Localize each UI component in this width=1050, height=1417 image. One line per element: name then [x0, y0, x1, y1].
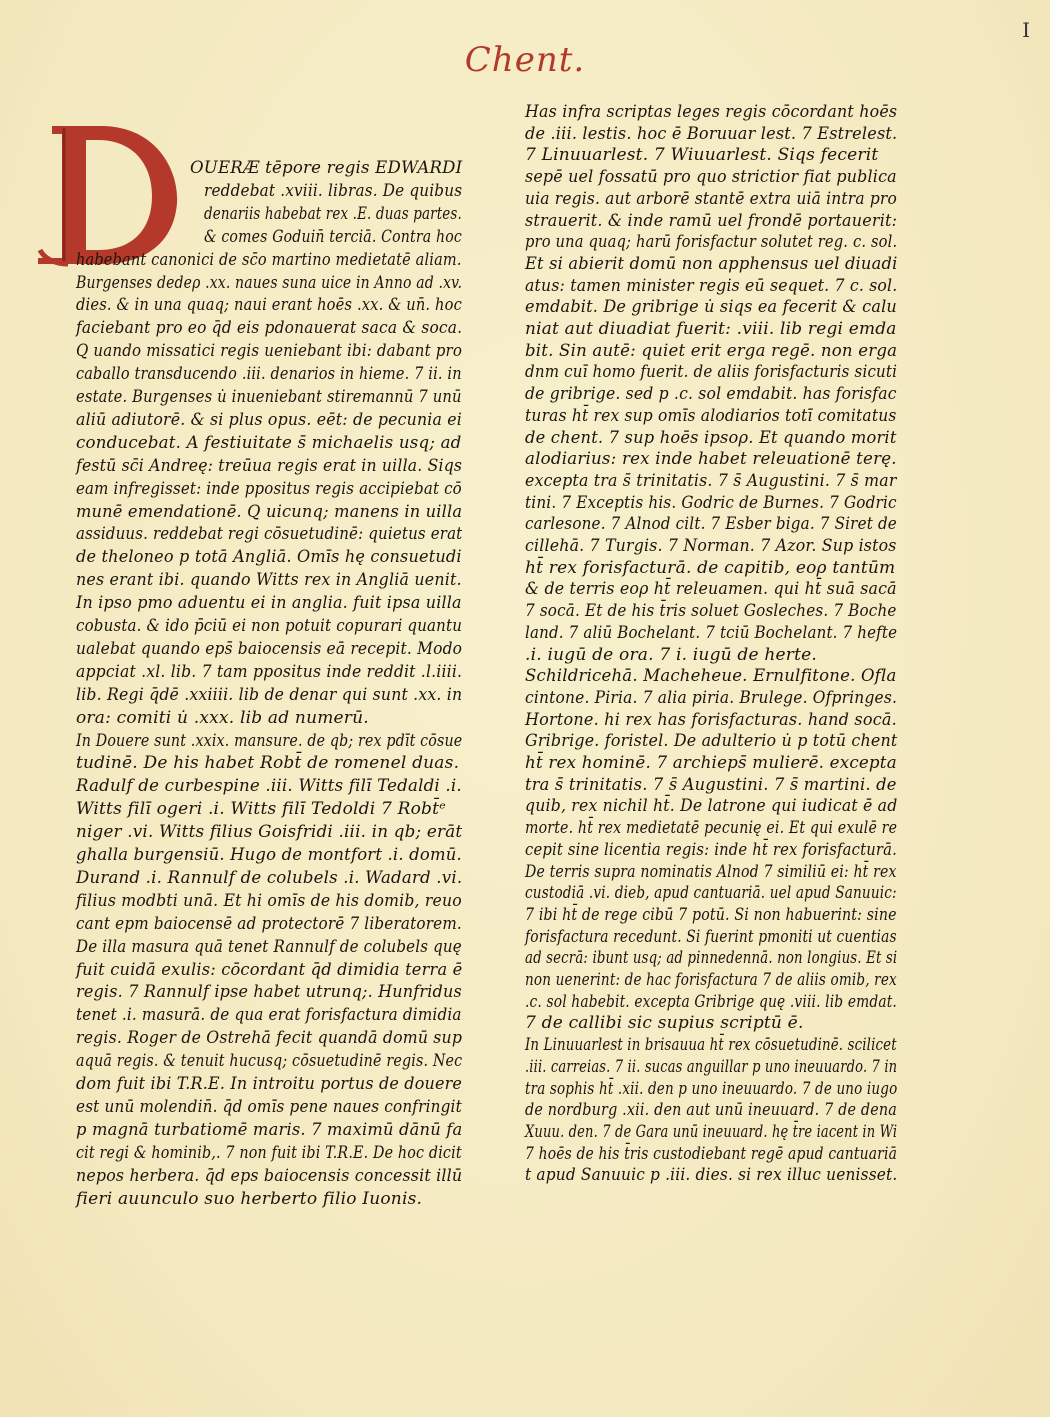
- right-column-line: In Linuuarlest in brisauua ht̄ rex cōsuetudinē. scilicet: [525, 1035, 897, 1056]
- left-column-line: festū sc̄i Andreę: treūua regis erat in uilla. Siqs: [76, 455, 463, 476]
- left-column-line: De illa masura quā tenet Rannulf de colubels quę: [76, 936, 462, 957]
- left-column-line: p magnā turbatiomē maris. 7 maximū dānū fa: [76, 1119, 463, 1140]
- left-column-line: In Douere sunt .xxix. mansure. de qb; rex pdīt cōsue: [76, 730, 463, 751]
- county-heading: Chent.: [464, 40, 586, 80]
- left-column-line: conducebat. A festiuitate s̄ michaelis usq; ad: [76, 432, 462, 453]
- right-column-line: atus: tamen minister regis eū sequet. 7 c. sol.: [525, 275, 898, 296]
- left-column-line: regis. 7 Rannulf ipse habet utrunq;. Hunfridus: [76, 982, 462, 1003]
- left-column-line: niger .vi. Witts filius Goisfridi .iii. in qb; erāt: [76, 822, 463, 843]
- right-column-line: 7 socā. Et de his t̄ris soluet Gosleches. 7 Boche: [525, 601, 897, 622]
- illuminated-initial: [34, 118, 184, 268]
- initial-d-icon: [34, 118, 184, 268]
- left-column-line: fuit cuidā exulis: cōcordant q̄d dimidia terra ē: [76, 959, 463, 980]
- left-column-line: appciat .xl. lib. 7 tam ppositus inde reddit .l.iiii.: [76, 661, 463, 682]
- left-column-line: regis. Roger de Ostrehā fecit quandā domū sup: [76, 1028, 463, 1049]
- left-column-line: & comes Goduin̄ terciā. Contra hoc: [204, 226, 462, 247]
- right-column-line: Xuuu. den. 7 de Gara unū ineuuard. hę t̄re iacent in Wi: [525, 1121, 898, 1142]
- left-column-line: lib. Regi q̄dē .xxiiii. lib de denar qui sunt .xx. in: [76, 684, 463, 705]
- left-column-line: tudinē. De his habet Robt̄ de romenel duas.: [76, 753, 460, 774]
- left-column-line: dom fuit ibi T.R.E. In introitu portus de douere: [76, 1074, 463, 1094]
- right-column-line: de gribrige. sed p .c. sol emdabit. has forisfac: [525, 384, 897, 405]
- right-column-line: bit. Sin autē: quiet erit erga regē. non erga: [525, 340, 898, 361]
- right-column-line: pro una quaq; harū forisfactur solutet reg. c. sol.: [525, 232, 898, 253]
- left-column-line: filius modbti unā. Et hi omīs de his domib, reuo: [76, 890, 462, 911]
- right-column-line: sepē uel fossatū pro quo strictior fiat publica: [525, 167, 897, 188]
- right-column-line: .iii. carreias. 7 ii. sucas anguillar p uno ineuuardo. 7 in: [525, 1056, 898, 1077]
- left-column-line: aliū adiutorē. & si plus opus. eēt: de pecunia ei: [76, 409, 462, 430]
- right-column-line: t apud Sanuuic p .iii. dies. si rex illuc uenisset.: [525, 1165, 898, 1186]
- right-column-line: land. 7 aliū Bochelant. 7 tciū Bochelant. 7 hefte: [525, 622, 898, 643]
- right-column-line: .i. iugū de ora. 7 i. iugū de herte.: [525, 644, 817, 665]
- left-column-line: OUERÆ tēpore regis EDWARDI: [190, 158, 463, 178]
- right-column-line: Et si abierit domū non apphensus uel diuadi: [525, 253, 898, 274]
- left-column-line: cit regi & hominib,. 7 non fuit ibi T.R.E. De hoc dicit: [76, 1142, 462, 1163]
- right-column-line: cintone. Piria. 7 alia piria. Brulege. Ofpringes.: [525, 687, 898, 708]
- right-column-line: excepta tra s̄ trinitatis. 7 s̄ Augustini. 7 s̄ mar: [525, 470, 897, 491]
- left-column-line: ora: comiti u̇ .xxx. lib ad numerū.: [76, 707, 369, 728]
- left-column-line: caballo transducendo .iii. denarios in hieme. 7 ii. in: [76, 364, 462, 385]
- right-column-line: ht̄ rex forisfacturā. de capitib, eoρ tantūm: [525, 557, 896, 578]
- left-column-line: Q uando missatici regis ueniebant ibi: dabant pro: [76, 341, 463, 362]
- right-column-line: tini. 7 Exceptis his. Godric de Burnes. 7 Godric: [525, 492, 897, 513]
- left-column-line: est unū molendin̄. q̄d omīs pene naues confringit: [76, 1096, 462, 1117]
- right-column-line: non uenerint: de hac forisfactura 7 de aliis omib, rex: [525, 970, 897, 990]
- right-column-line: forisfactura recedunt. Si fuerint pmoniti ut cuentias: [525, 926, 897, 947]
- right-column-line: alodiarius: rex inde habet releuationē terę.: [525, 449, 897, 470]
- left-column-line: tenet .i. masurā. de qua erat forisfactura dimidia: [76, 1005, 462, 1026]
- left-column-line: cant epm baiocensē ad protectorē 7 liberatorem.: [76, 913, 462, 934]
- left-column-line: nepos herbera. q̄d eps baiocensis concessit illū: [76, 1165, 463, 1186]
- left-column-line: estate. Burgenses u̇ inueniebant stiremannū 7 unū: [76, 387, 462, 407]
- left-column-line: habebant canonici de sc̄o martino medietatē aliam.: [76, 249, 462, 270]
- left-column-line: Radulf de curbespine .iii. Witts filī Tedaldi .i.: [76, 776, 462, 797]
- right-column-line: & de terris eoρ ht̄ releuamen. qui ht̄ suā sacā: [525, 579, 897, 600]
- right-column-line: dnm cuī homo fuerit. de aliis forisfacturis sicuti: [525, 362, 898, 383]
- left-column-line: dies. & in una quaq; naui erant hoēs .xx. & un̄. hoc: [76, 295, 462, 316]
- right-column-line: Has infra scriptas leges regis cōcordant hoēs: [525, 102, 898, 122]
- right-column-line: quib, rex nichil ht̄. De latrone qui iudicat ē ad: [525, 796, 898, 817]
- right-column-line: carlesone. 7 Alnod cilt. 7 Esber biga. 7 Siret de: [525, 514, 897, 535]
- right-column-line: Schildricehā. Macheheue. Ernulfitone. Ofla: [525, 666, 897, 687]
- right-column-line: morte. ht̄ rex medietatē pecunię ei. Et qui exulē re: [525, 818, 898, 839]
- left-column-line: ghalla burgensiū. Hugo de montfort .i. domū.: [76, 845, 462, 865]
- right-column-line: 7 ibi ht̄ de rege cibū 7 potū. Si non habuerint: sine: [525, 904, 897, 925]
- left-column-line: eam infregisset: inde ppositus regis accipiebat cō: [76, 478, 462, 499]
- right-column-line: Hortone. hi rex has forisfacturas. hand socā.: [525, 709, 897, 730]
- right-column-line: custodiā .vi. dieb, apud cantuariā. uel apud Sanuuic:: [525, 883, 897, 904]
- right-column-line: emdabit. De gribrige u̇ siqs ea fecerit & calu: [525, 297, 897, 318]
- right-column-line: tra sophis ht̄ .xii. den p uno ineuuardo. 7 de uno iugo: [525, 1078, 898, 1099]
- left-column-line: ualebat quando eps̄ baiocensis eā recepit. Modo: [76, 638, 463, 659]
- right-column-line: cillehā. 7 Turgis. 7 Norman. 7 Azor. Sup istos: [525, 536, 897, 556]
- left-column-line: munē emendationē. Q uicunq; manens in uilla: [76, 501, 463, 522]
- right-column-line: 7 de callibi sic supius scriptū ē.: [525, 1013, 804, 1034]
- left-column-line: reddebat .xviii. libras. De quibus: [204, 180, 463, 201]
- folio-number: I: [1022, 18, 1030, 42]
- left-column-line: assiduus. reddebat regi cōsuetudinē: quietus erat: [76, 524, 463, 545]
- right-column-line: turas ht̄ rex sup omīs alodiarios totī comitatus: [525, 405, 897, 426]
- left-column-line: faciebant pro eo q̄d eis pdonauerat saca & soca.: [76, 318, 463, 339]
- left-column-line: fieri auunculo suo herberto filio Iuonis.: [76, 1188, 423, 1209]
- right-column-line: 7 hoēs de his t̄ris custodiebant regē apud cantuariā: [525, 1143, 898, 1164]
- right-column-line: ht̄ rex hominē. 7 archieps̄ mulierē. excepta: [525, 753, 897, 773]
- right-column-line: de chent. 7 sup hoēs ipsoρ. Et quando morit: [525, 427, 897, 448]
- left-column-line: nes erant ibi. quando Witts rex in Angliā uenit.: [76, 570, 462, 591]
- right-column-line: 7 Linuuarlest. 7 Wiuuarlest. Siqs fecerit: [525, 145, 879, 166]
- right-column-line: tra s̄ trinitatis. 7 s̄ Augustini. 7 s̄ martini. de: [525, 774, 897, 795]
- left-column-line: Witts filī ogeri .i. Witts filī Tedoldi 7 Robt̄ᵉ: [76, 799, 446, 820]
- right-column-line: .c. sol habebit. excepta Gribrige quę .viii. lib emdat.: [525, 991, 897, 1012]
- right-column-line: ad secrā: ibunt usq; ad pinnedennā. non longius. Et si: [525, 948, 898, 969]
- right-column-line: De terris supra nominatis Alnod 7 similiū ei: ht̄ rex: [525, 861, 897, 882]
- left-column-line: aquā regis. & tenuit hucusq; cōsuetudinē regis. Nec: [76, 1051, 463, 1072]
- right-column-line: niat aut diuadiat fuerit: .viii. lib regi emda: [525, 319, 897, 339]
- right-column-line: Gribrige. foristel. De adulterio u̇ p totū chent: [525, 731, 898, 752]
- right-column-line: cepit sine licentia regis: inde ht̄ rex forisfacturā.: [525, 839, 897, 860]
- left-column-line: Durand .i. Rannulf de colubels .i. Wadard .vi.: [76, 867, 463, 888]
- left-column-line: In ipso pmo aduentu ei in anglia. fuit ipsa uilla: [76, 593, 462, 614]
- left-column-line: de theloneo p totā Angliā. Omīs hę consuetudi: [76, 547, 462, 568]
- right-column-line: de nordburg .xii. den aut unū ineuuard. 7 de dena: [525, 1100, 898, 1121]
- right-column-line: uia regis. aut arborē stantē extra uiā intra pro: [525, 188, 897, 209]
- left-column-line: cobusta. & ido p̄ciū ei non potuit copurari quantu: [76, 616, 463, 636]
- left-column-line: Burgenses dedeρ .xx. naues suna uice in Anno ad .xv.: [76, 272, 463, 293]
- right-column-line: de .iii. lestis. hoc ē Boruuar lest. 7 Estrelest.: [525, 123, 898, 144]
- right-column-line: strauerit. & inde ramū uel frondē portauerit:: [525, 210, 898, 231]
- left-column-line: denariis habebat rex .E. duas partes.: [204, 203, 462, 224]
